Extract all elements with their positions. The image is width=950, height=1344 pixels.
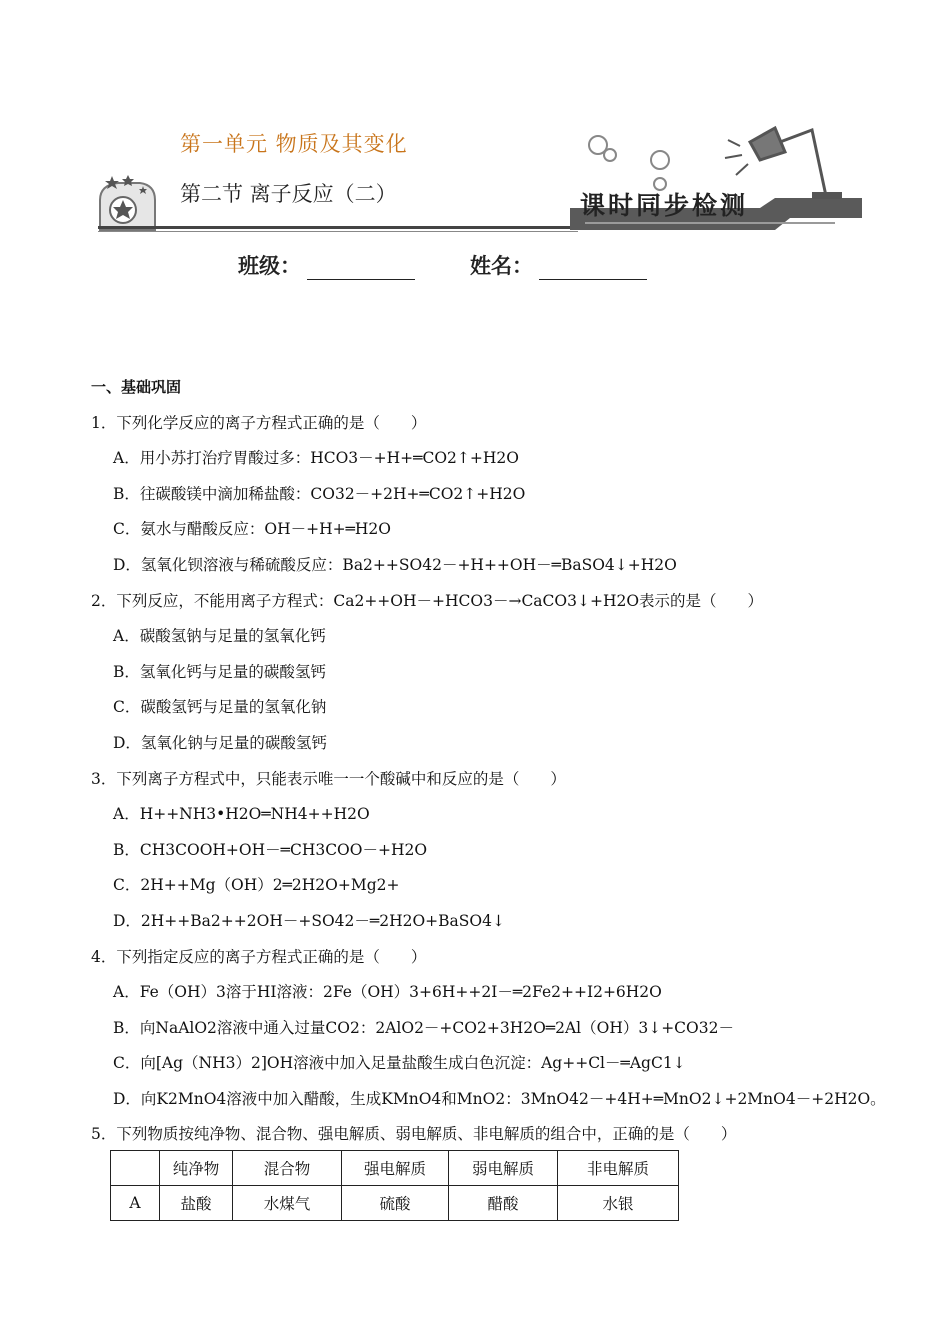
question-stem: 5．下列物质按纯净物、混合物、强电解质、弱电解质、非电解质的组合中，正确的是（ ） (91, 1125, 737, 1144)
header-banner (0, 0, 950, 240)
table-header-row (111, 1151, 679, 1186)
option-c[interactable]: C．氨水与醋酸反应：OH－+H+═H2O (113, 520, 391, 539)
class-label: 班级： (238, 254, 301, 278)
option-a[interactable]: A．用小苏打治疗胃酸过多：HCO3－+H+═CO2↑+H2O (113, 449, 519, 468)
question-stem: 1．下列化学反应的离子方程式正确的是（ ） (91, 413, 427, 432)
table-cell: A (111, 1186, 160, 1221)
option-b[interactable]: B．氢氧化钙与足量的碳酸氢钙 (113, 662, 326, 681)
option-b[interactable]: B．向NaAlO2溶液中通入过量CO2：2AlO2－+CO2+3H2O═2Al（OH）3↓+CO32－ (113, 1018, 734, 1037)
option-d[interactable]: D．2H++Ba2++2OH－+SO42－═2H2O+BaSO4↓ (113, 911, 505, 930)
option-d[interactable]: D．氢氧化钡溶液与稀硫酸反应：Ba2++SO42－+H++OH－═BaSO4↓+H2O (113, 555, 677, 574)
name-field[interactable] (470, 250, 647, 280)
option-c[interactable]: C．碳酸氢钙与足量的氢氧化钠 (113, 698, 327, 717)
table-cell: 盐酸 (160, 1186, 233, 1221)
part-heading: 一、基础巩固 (91, 378, 182, 396)
table-cell: 醋酸 (449, 1186, 558, 1221)
table-header-cell (111, 1151, 160, 1186)
table-header-cell: 强电解质 (342, 1151, 449, 1186)
table-cell: 水银 (558, 1186, 679, 1221)
question-stem: 3．下列离子方程式中，只能表示唯一一个酸碱中和反应的是（ ） (91, 769, 566, 788)
option-a[interactable]: A．Fe（OH）3溶于HI溶液：2Fe（OH）3+6H++2I－═2Fe2++I2+6H2O (113, 983, 662, 1002)
option-c[interactable]: C．2H++Mg（OH）2═2H2O+Mg2+ (113, 876, 400, 895)
answer-table (110, 1150, 679, 1221)
name-blank[interactable] (539, 259, 647, 280)
bubbles-icon (589, 136, 669, 190)
option-d[interactable]: D．氢氧化钠与足量的碳酸氢钙 (113, 733, 327, 752)
option-a[interactable]: A．H++NH3•H2O═NH4++H2O (113, 805, 370, 824)
option-b[interactable]: B．CH3COOH+OH－═CH3COO－+H2O (113, 840, 428, 859)
table-header-cell: 混合物 (233, 1151, 342, 1186)
option-a[interactable]: A．碳酸氢钠与足量的氢氧化钙 (113, 627, 326, 646)
option-c[interactable]: C．向[Ag（NH3）2]OH溶液中加入足量盐酸生成白色沉淀：Ag++Cl－═AgC1↓ (113, 1054, 686, 1073)
question-stem: 4．下列指定反应的离子方程式正确的是（ ） (91, 947, 427, 966)
table-header-cell: 弱电解质 (449, 1151, 558, 1186)
name-label: 姓名： (470, 254, 533, 278)
unit-title: 第一单元 物质及其变化 (180, 132, 408, 156)
brand-label: 课时同步检测 (580, 191, 749, 220)
question-list (91, 370, 886, 1153)
table-cell: 水煤气 (233, 1186, 342, 1221)
section-title: 第二节 离子反应（二） (180, 182, 397, 206)
table-row[interactable] (111, 1186, 679, 1221)
star-badge-icon (100, 175, 155, 230)
table-header-cell: 非电解质 (558, 1151, 679, 1186)
class-blank[interactable] (307, 259, 415, 280)
table-header-cell: 纯净物 (160, 1151, 233, 1186)
table-cell: 硫酸 (342, 1186, 449, 1221)
option-b[interactable]: B．往碳酸镁中滴加稀盐酸：CO32－+2H+═CO2↑+H2O (113, 484, 526, 503)
option-d[interactable]: D．向K2MnO4溶液中加入醋酸，生成KMnO4和MnO2：3MnO42－+4H+═MnO2↓+2MnO4－+2H2O。 (113, 1089, 886, 1108)
question-stem: 2．下列反应，不能用离子方程式：Ca2++OH－+HCO3－→CaCO3↓+H2O表示的是（ ） (91, 591, 764, 610)
class-field[interactable] (238, 250, 415, 280)
